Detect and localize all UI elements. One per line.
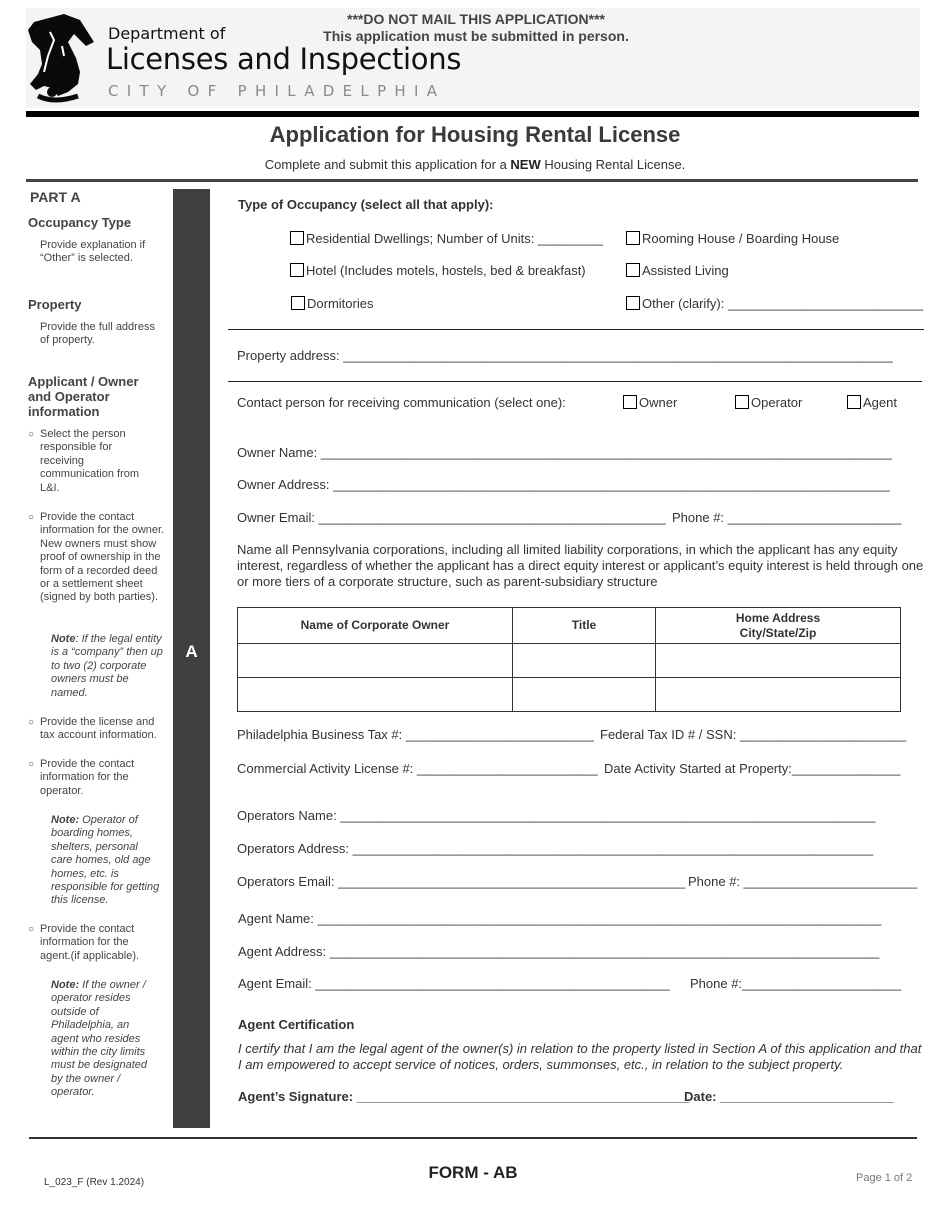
- hotel-checkbox[interactable]: [290, 263, 304, 277]
- bullet-glyph: ○: [28, 512, 35, 523]
- operator-name-field[interactable]: Operators Name: __________________________________________________________________________: [237, 808, 876, 823]
- col-home-address-line2: City/State/Zip: [739, 625, 817, 640]
- property-help: Provide the full address of property.: [40, 321, 155, 347]
- form-code: L_023_F (Rev 1.2024): [44, 1177, 145, 1188]
- sidebar-bullet-5: [28, 923, 152, 963]
- bullet-text: Provide the contact information for the owner. New owners must show proof of ownership in the form of a recorded deed or a settlement sheet (signed by both parties).: [40, 511, 165, 604]
- owner-phone-field[interactable]: Phone #: ________________________: [672, 510, 902, 525]
- title-cell[interactable]: [513, 678, 656, 712]
- operator-email-field[interactable]: Operators Email: ________________________________________________: [237, 874, 686, 889]
- note-label: Note: [51, 633, 76, 645]
- page-title: Application for Housing Rental License: [269, 122, 681, 147]
- agent-address-field[interactable]: Agent Address: ____________________________________________________________________________: [238, 944, 880, 959]
- certification-text: I certify that I am the legal agent of the owner(s) in relation to the property listed in Section A of this application and that I am empowered to accept service of notices, orders, summonses, etc., in relation to the subject property.: [238, 1041, 922, 1072]
- subtitle-before: Complete and submit this application for a: [264, 157, 511, 172]
- note-text: If the owner / operator resides outside of Philadelphia, an agent who resides within the city limits must be designated by the owner / operator.: [51, 979, 148, 1099]
- federal-tax-id-field[interactable]: Federal Tax ID # / SSN: _______________________: [600, 727, 907, 742]
- table-header-row: [238, 608, 901, 644]
- note-text: Operator of boarding homes, shelters, personal care homes, old age homes, etc. is responsible for getting this license.: [51, 814, 160, 907]
- owner-name-field[interactable]: Owner Name: _______________________________________________________________________________: [237, 445, 892, 460]
- bullet-text: Provide the contact information for the agent.(if applicable).: [40, 923, 140, 962]
- contact-agent-option[interactable]: [847, 395, 897, 410]
- bullet-glyph: ○: [28, 717, 35, 728]
- other-checkbox[interactable]: [626, 296, 640, 310]
- contact-owner-option[interactable]: [623, 395, 677, 410]
- hotel-label: Hotel (Includes motels, hostels, bed & breakfast): [306, 263, 586, 278]
- option-residential[interactable]: [290, 231, 603, 246]
- bullet-text: Provide the license and tax account information.: [40, 716, 157, 742]
- operator-address-field[interactable]: Operators Address: ________________________________________________________________________: [237, 841, 874, 856]
- dept-line1: Department of: [108, 24, 226, 43]
- sidebar-note-3: [51, 979, 159, 1100]
- corporate-owner-cell[interactable]: [238, 644, 513, 678]
- agent-name-field[interactable]: Agent Name: ______________________________________________________________________________: [238, 911, 882, 926]
- divider: [228, 329, 924, 330]
- owner-email-field[interactable]: Owner Email: ________________________________________________: [237, 510, 666, 525]
- date-started-field[interactable]: Date Activity Started at Property:_______________: [604, 761, 901, 776]
- bullet-glyph: ○: [28, 759, 35, 770]
- notice-line2: This application must be submitted in person.: [323, 28, 629, 44]
- subtitle-bold: NEW: [510, 157, 541, 172]
- page-subtitle: [26, 157, 924, 172]
- contact-label: Contact person for receiving communication (select one):: [237, 395, 566, 410]
- agent-option-label: Agent: [863, 395, 897, 410]
- bullet-glyph: ○: [28, 429, 35, 440]
- table-row: [238, 678, 901, 712]
- owner-option-label: Owner: [639, 395, 678, 410]
- assisted-checkbox[interactable]: [626, 263, 640, 277]
- note-label: Note:: [51, 979, 80, 991]
- operator-phone-field[interactable]: Phone #: ________________________: [688, 874, 918, 889]
- option-dormitories[interactable]: [291, 296, 373, 311]
- business-tax-field[interactable]: Philadelphia Business Tax #: __________________________: [237, 727, 594, 742]
- dept-name: Licenses and Inspections: [106, 42, 462, 76]
- sidebar-note-2: [51, 814, 161, 908]
- divider: [228, 381, 922, 382]
- signature-date-field[interactable]: Date: ________________________: [684, 1089, 894, 1104]
- applicant-heading: Applicant / Owner and Operator information: [28, 374, 139, 419]
- occupancy-title: Type of Occupancy (select all that apply):: [238, 197, 494, 212]
- rooming-checkbox[interactable]: [626, 231, 640, 245]
- option-rooming[interactable]: [626, 231, 839, 246]
- option-other[interactable]: [626, 296, 923, 311]
- page-number: Page 1 of 2: [856, 1172, 913, 1184]
- part-label: PART A: [30, 189, 81, 205]
- owner-address-field[interactable]: Owner Address: _____________________________________________________________________________: [237, 477, 890, 492]
- home-address-cell[interactable]: [656, 678, 901, 712]
- dormitories-checkbox[interactable]: [291, 296, 305, 310]
- corporate-owner-table: [237, 607, 901, 712]
- agent-email-field[interactable]: Agent Email: _________________________________________________: [238, 976, 670, 991]
- property-heading: Property: [28, 297, 82, 312]
- operator-option-label: Operator: [751, 395, 803, 410]
- occupancy-heading: Occupancy Type: [28, 215, 132, 230]
- corporate-owner-cell[interactable]: [238, 678, 513, 712]
- bullet-glyph: ○: [28, 924, 35, 935]
- owner-checkbox[interactable]: [623, 395, 637, 409]
- dormitories-label: Dormitories: [307, 296, 374, 311]
- form-name: FORM - AB: [428, 1163, 518, 1182]
- liberty-bell-logo: [24, 12, 102, 104]
- contact-operator-option[interactable]: [735, 395, 802, 410]
- note-text: : If the legal entity is a “company” then up to two (2) corporate owners must be named.: [51, 633, 163, 699]
- occupancy-help: Provide explanation if “Other” is selected.: [40, 239, 146, 265]
- header-rule: [26, 111, 919, 117]
- agent-checkbox[interactable]: [847, 395, 861, 409]
- col-home-address: [656, 608, 901, 644]
- table-row: [238, 644, 901, 678]
- residential-label: Residential Dwellings; Number of Units: _________: [306, 231, 603, 246]
- sidebar-bullet-4: [28, 758, 150, 798]
- footer-rule: [29, 1137, 917, 1139]
- other-label: Other (clarify): ___________________________: [642, 296, 924, 311]
- section-letter: A: [185, 642, 198, 661]
- operator-checkbox[interactable]: [735, 395, 749, 409]
- note-label: Note:: [51, 814, 80, 826]
- bullet-text: Provide the contact information for the operator.: [40, 758, 135, 797]
- sidebar-bullet-2: [28, 511, 166, 605]
- title-rule: [26, 179, 918, 182]
- sidebar-bullet-1: [28, 428, 150, 495]
- agent-signature-field[interactable]: Agent’s Signature: ______________________________________________: [238, 1089, 690, 1104]
- option-assisted[interactable]: [626, 263, 729, 278]
- agent-phone-field[interactable]: Phone #:______________________: [690, 976, 902, 991]
- corporations-instructions: Name all Pennsylvania corporations, including all limited liability corporations, in which the applicant has any equity interest, regardless of whether the applicant has a direct equity interest or applicant’s equity interest is held through one or more tiers of a corporate structure, such as parent-subsidiary structure: [237, 542, 924, 589]
- dept-city: CITY OF PHILADELPHIA: [108, 82, 446, 100]
- commercial-license-field[interactable]: Commercial Activity License #: _________________________: [237, 761, 598, 776]
- notice-line1: ***DO NOT MAIL THIS APPLICATION***: [347, 11, 605, 27]
- assisted-label: Assisted Living: [642, 263, 729, 278]
- sidebar-bullet-3: [28, 716, 166, 743]
- col-home-address-line1: Home Address: [735, 610, 821, 625]
- sidebar-note-1: [51, 633, 163, 700]
- col-corporate-owner: Name of Corporate Owner: [238, 608, 513, 644]
- title-cell[interactable]: [513, 644, 656, 678]
- mail-notice: [300, 11, 652, 45]
- col-title: Title: [513, 608, 656, 644]
- home-address-cell[interactable]: [656, 644, 901, 678]
- rooming-label: Rooming House / Boarding House: [642, 231, 840, 246]
- subtitle-after: Housing Rental License.: [540, 157, 686, 172]
- certification-heading: Agent Certification: [238, 1017, 355, 1032]
- option-hotel[interactable]: [290, 263, 586, 278]
- residential-checkbox[interactable]: [290, 231, 304, 245]
- property-address-field[interactable]: Property address: ____________________________________________________________________________: [237, 348, 893, 363]
- bullet-text: Select the person responsible for receiving communication from L&I.: [40, 428, 140, 494]
